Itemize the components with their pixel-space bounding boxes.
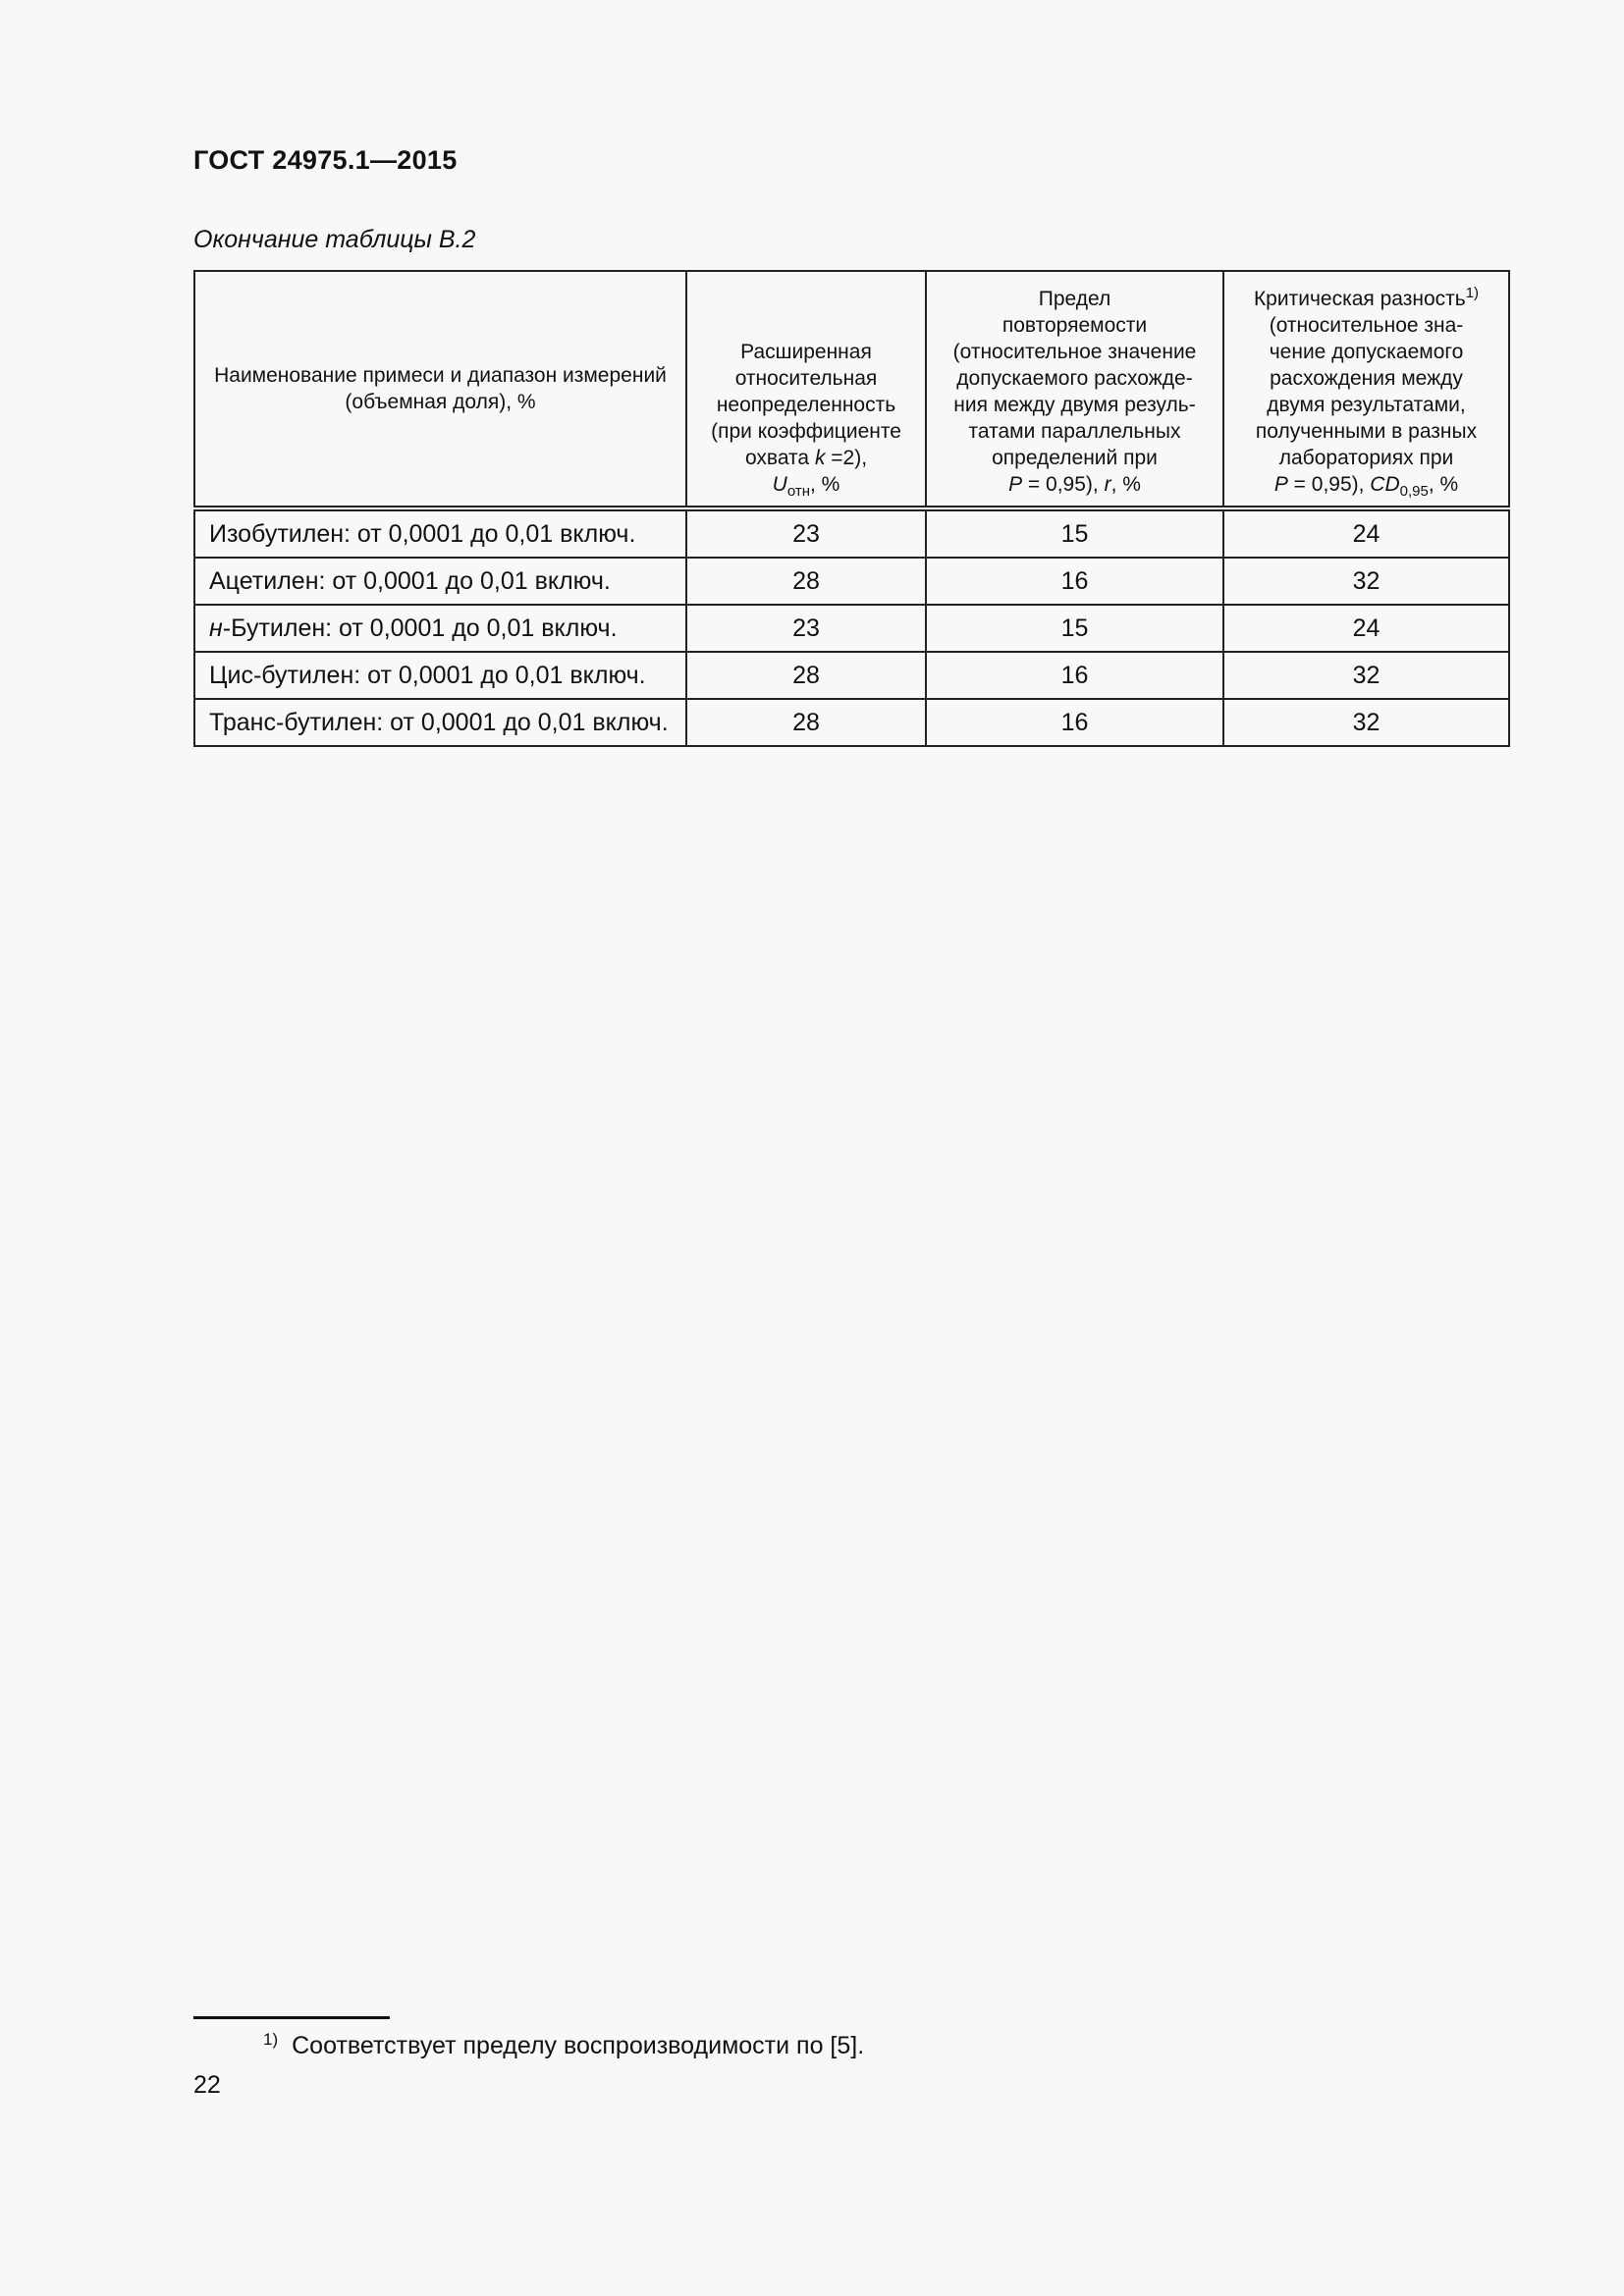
header-line: [1232, 286, 1500, 312]
header-text: , %: [810, 473, 840, 496]
repeatability-value: 16: [926, 558, 1223, 605]
impurity-name: Цис-бутилен: от 0,0001 до 0,01 включ.: [209, 661, 646, 689]
name-prefix: н: [209, 614, 223, 642]
header-line: повторяемости: [1001, 314, 1148, 337]
symbol-r: r: [1104, 473, 1111, 496]
column-header-name-text: Наименование примеси и диапазон измерений (объемная доля), %: [214, 364, 667, 413]
symbol-cd: CD: [1370, 473, 1400, 496]
symbol-u: U: [772, 473, 787, 496]
header-line: [1232, 471, 1500, 501]
column-header-repeatability: [926, 271, 1223, 508]
header-text: , %: [1428, 473, 1459, 496]
header-line: относительная: [734, 367, 878, 390]
header-line: чение допускаемого: [1269, 341, 1464, 363]
header-line: [935, 471, 1215, 498]
repeatability-value: 16: [926, 652, 1223, 699]
uncertainty-value: 23: [686, 605, 926, 652]
footnote-mark: 1): [263, 2029, 279, 2049]
header-line: полученными в разных: [1255, 420, 1478, 443]
header-line: расхождения между: [1270, 367, 1463, 390]
table-row: [194, 605, 1509, 652]
footnote-separator: [193, 2016, 390, 2019]
table-row: [194, 652, 1509, 699]
critical-difference-value: 32: [1223, 652, 1509, 699]
header-text: , %: [1110, 473, 1141, 496]
data-table: [193, 270, 1510, 747]
header-text: Критическая разность: [1253, 288, 1466, 310]
impurity-name: Изобутилен: от 0,0001 до 0,01 включ.: [209, 519, 636, 548]
repeatability-value: 15: [926, 605, 1223, 652]
header-line: (относительное значение: [952, 341, 1197, 363]
column-header-critical-difference: [1223, 271, 1509, 508]
critical-difference-value: 32: [1223, 699, 1509, 746]
symbol-p: P: [1008, 473, 1023, 496]
header-line: определений при: [992, 447, 1158, 469]
uncertainty-value: 23: [686, 508, 926, 558]
repeatability-value: 15: [926, 508, 1223, 558]
subscript-095: 0,95: [1399, 483, 1429, 501]
header-text: = 0,95),: [1022, 473, 1105, 496]
impurity-name-cell: [194, 652, 686, 699]
header-line: (при коэффициенте: [711, 420, 901, 443]
column-header-name: [194, 271, 686, 508]
symbol-p: P: [1273, 473, 1288, 496]
critical-difference-value: 32: [1223, 558, 1509, 605]
symbol-k: k: [814, 447, 826, 469]
header-text: охвата: [744, 447, 815, 469]
header-line: татами параллельных: [968, 420, 1181, 443]
footnote-text: Соответствует пределу воспроизводимости по [5].: [292, 2032, 865, 2059]
repeatability-value: 16: [926, 699, 1223, 746]
page-number: 22: [193, 2071, 221, 2099]
uncertainty-value: 28: [686, 558, 926, 605]
header-line: Предел: [1038, 288, 1111, 310]
header-line: [695, 471, 917, 501]
impurity-name: Ацетилен: от 0,0001 до 0,01 включ.: [209, 566, 611, 595]
header-line: [695, 445, 917, 471]
uncertainty-value: 28: [686, 652, 926, 699]
footnote-ref: 1): [1465, 285, 1480, 301]
document-title: ГОСТ 24975.1—2015: [193, 145, 458, 175]
header-line: Расширенная: [740, 341, 872, 363]
header-text: = 0,95),: [1287, 473, 1371, 496]
impurity-name: -Бутилен: от 0,0001 до 0,01 включ.: [222, 614, 618, 642]
table-row: [194, 699, 1509, 746]
table-row: [194, 558, 1509, 605]
impurity-name: Транс-бутилен: от 0,0001 до 0,01 включ.: [209, 708, 669, 736]
table-caption: Окончание таблицы В.2: [193, 226, 476, 253]
table-header-row: [194, 271, 1509, 508]
critical-difference-value: 24: [1223, 605, 1509, 652]
uncertainty-value: 28: [686, 699, 926, 746]
impurity-name-cell: [194, 605, 686, 652]
header-text: =2),: [825, 447, 868, 469]
subscript-otn: отн: [786, 483, 810, 501]
header-line: (относительное зна-: [1269, 314, 1464, 337]
header-line: лабораториях при: [1278, 447, 1454, 469]
critical-difference-value: 24: [1223, 508, 1509, 558]
impurity-name-cell: [194, 699, 686, 746]
header-line: допускаемого расхожде-: [956, 367, 1193, 390]
table-row: [194, 508, 1509, 558]
header-line: двумя результатами,: [1267, 394, 1466, 416]
header-line: неопределенность: [716, 394, 896, 416]
impurity-name-cell: [194, 508, 686, 558]
column-header-uncertainty: [686, 271, 926, 508]
footnote: [263, 2029, 865, 2060]
impurity-name-cell: [194, 558, 686, 605]
header-line: ния между двумя резуль-: [953, 394, 1196, 416]
